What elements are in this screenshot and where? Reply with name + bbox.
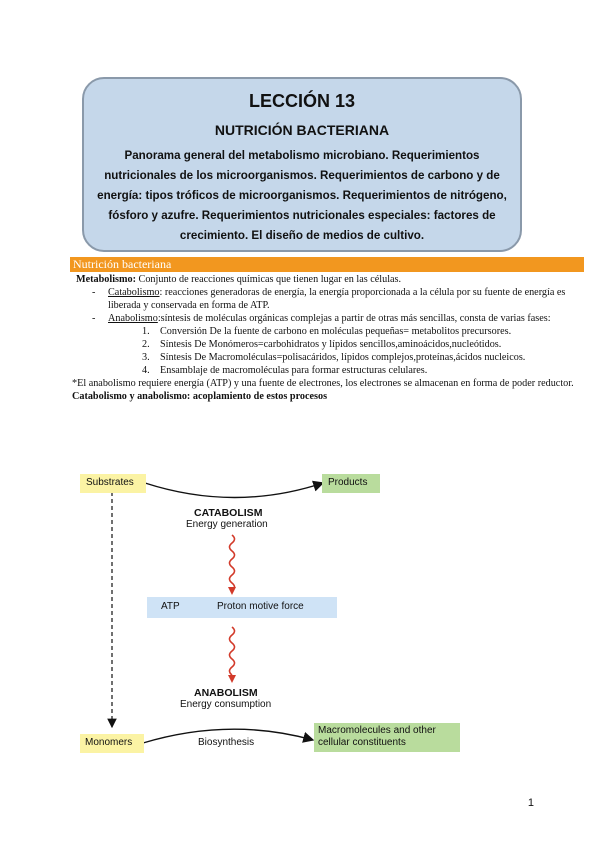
- figure-heading: Catabolismo y anabolismo: acoplamiento de estos procesos: [72, 391, 328, 402]
- atp-pmf-box: [147, 597, 337, 618]
- macromolecules-box: Macromolecules and other cellular constituents: [314, 723, 460, 752]
- phase-text: Ensamblaje de macromoléculas para formar estructuras celulares.: [160, 365, 428, 376]
- metabolism-paragraph: [72, 273, 584, 286]
- anabolism-term: Anabolismo: [108, 313, 158, 324]
- phase-item: 4. Ensamblaje de macromoléculas para formar estructuras celulares.: [142, 365, 428, 376]
- phase-text: Conversión De la fuente de carbono en moléculas pequeñas= metabolitos precursores.: [160, 326, 512, 337]
- anabolism-note: *El anabolismo requiere energía (ATP) y una fuente de electrones, los electrones se almacenan en forma de poder reductor.: [72, 378, 574, 389]
- phase-item: 2. Síntesis De Monómeros=carbohidratos y lípidos sencillos,aminoácidos,nucleótidos.: [142, 339, 502, 350]
- anabolism-item: - Anabolismo:síntesis de moléculas orgánicas complejas a partir de otras más sencillas, consta de varias fases:: [92, 313, 551, 324]
- catabolism-item: - Catabolismo: reacciones generadoras de energía, la energía proporcionada a la célula por su fuente de energía es liberada y conservada en forma de ATP.: [92, 287, 566, 311]
- section-heading: Nutrición bacteriana: [70, 257, 584, 272]
- anabolism-definition: :síntesis de moléculas orgánicas complejas a partir de otras más sencillas, consta de varias fases:: [157, 313, 551, 324]
- pmf-label: Proton motive force: [217, 601, 304, 612]
- products-box: Products: [322, 474, 380, 493]
- energy-squiggle-head: [228, 675, 236, 683]
- catabolism-arrow: [145, 483, 323, 498]
- lesson-subtitle: NUTRICIÓN BACTERIANA: [214, 122, 390, 138]
- monomers-box: Monomers: [80, 734, 144, 753]
- catabolism-definition: : reacciones generadoras de energía, la energía proporcionada a la célula por su fuente de energía es liberada y conservada en forma de ATP.: [108, 287, 566, 311]
- atp-label: ATP: [161, 601, 180, 612]
- energy-generation-label: Energy generation: [186, 519, 268, 530]
- lesson-title: LECCIÓN 13: [248, 91, 356, 111]
- catabolism-term: Catabolismo: [108, 287, 160, 298]
- lesson-summary: Panorama general del metabolismo microbiano. Requerimientos nutricionales de los microorganismos. Requerimientos de carbono y de energía: tipos tróficos de microorganismos. Requerimientos de nitrógeno, fósforo y azufre. Requerimientos nutricionales especiales: factores de crecimiento. El diseño de medios de cultivo.: [97, 149, 507, 242]
- phase-item: 1. Conversión De la fuente de carbono en moléculas pequeñas= metabolitos precursores.: [142, 326, 512, 337]
- phase-item: 3. Síntesis De Macromoléculas=polisacáridos, lípidos complejos,proteínas,ácidos nucleicos.: [142, 352, 526, 363]
- metabolism-definition: Conjunto de reacciones químicas que tienen lugar en las células.: [135, 274, 402, 285]
- catabolism-label: CATABOLISM: [194, 507, 263, 519]
- anabolism-label: ANABOLISM: [194, 687, 258, 699]
- page-number: 1: [527, 797, 534, 809]
- metabolism-term: Metabolismo:: [76, 274, 136, 285]
- biosynthesis-label: Biosynthesis: [198, 737, 255, 748]
- energy-squiggle-arrow: [230, 627, 235, 675]
- energy-squiggle-head: [228, 587, 236, 595]
- energy-consumption-label: Energy consumption: [180, 699, 272, 710]
- phase-text: Síntesis De Macromoléculas=polisacáridos, lípidos complejos,proteínas,ácidos nucleicos.: [160, 352, 526, 363]
- energy-squiggle-arrow: [230, 535, 235, 591]
- content-body: [72, 273, 584, 403]
- lesson-header-box: [82, 77, 522, 252]
- phase-text: Síntesis De Monómeros=carbohidratos y lípidos sencillos,aminoácidos,nucleótidos.: [160, 339, 502, 350]
- substrates-box: Substrates: [80, 474, 146, 493]
